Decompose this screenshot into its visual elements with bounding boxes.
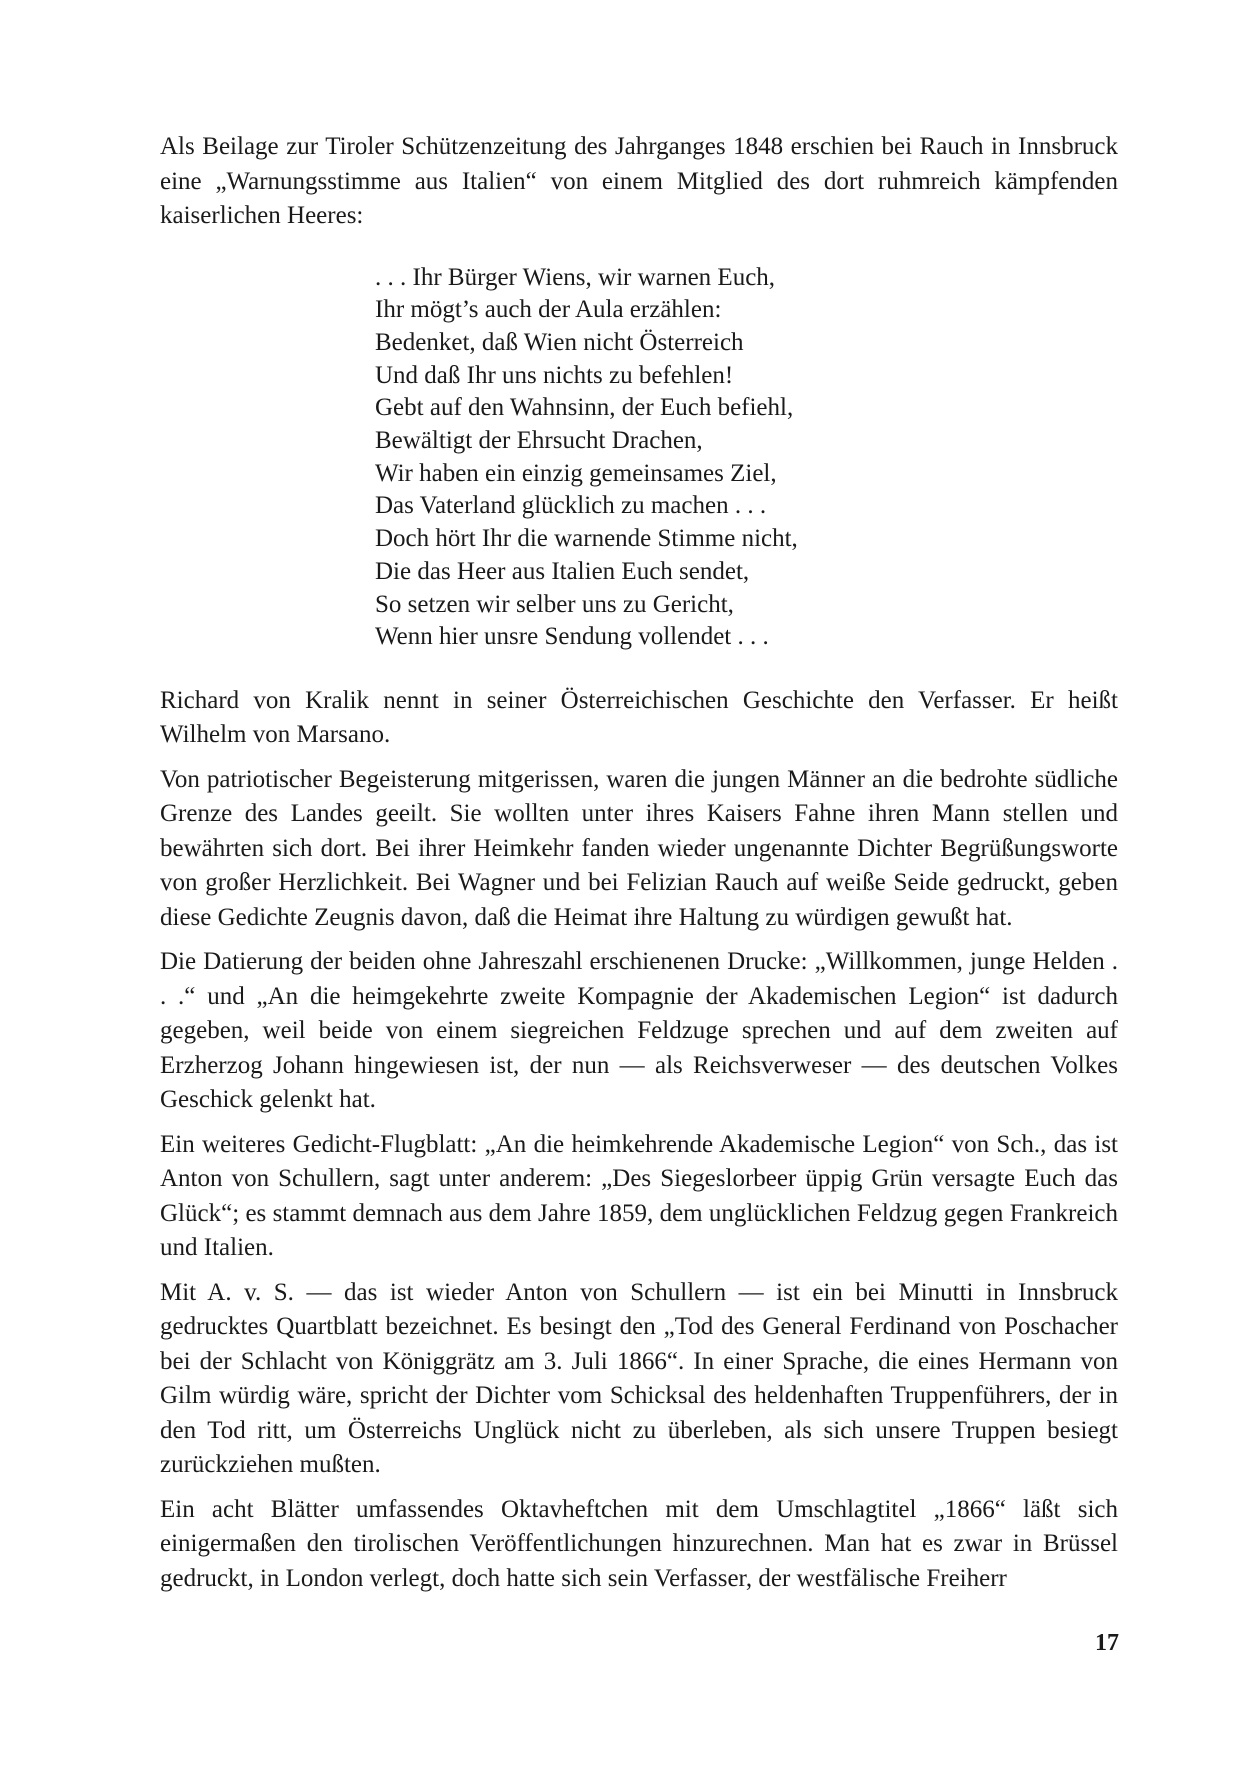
body-paragraph: Ein acht Blätter umfassendes Oktavheftchen mit dem Umschlagtitel „1866“ läßt sich einigermaßen den tirolischen Veröffentlichungen hinzurechnen. Man hat es zwar in Brüssel gedruckt, in London verlegt, doch hatte sich sein Verfasser, der westfälische Freiherr bbox=[160, 1495, 1118, 1592]
poem-line: Wir haben ein einzig gemeinsames Ziel, bbox=[375, 459, 777, 487]
poem-line: Gebt auf den Wahnsinn, der Euch befiehl, bbox=[375, 394, 794, 422]
poem bbox=[375, 262, 1118, 654]
poem-line: Die das Heer aus Italien Euch sendet, bbox=[375, 557, 750, 585]
poem-line: So setzen wir selber uns zu Gericht, bbox=[375, 590, 734, 618]
body-paragraph: Ein weiteres Gedicht-Flugblatt: „An die heimkehrende Akademische Legion“ von Sch., das ist Anton von Schullern, sagt unter anderem: „Des Siegeslorbeer üppig Grün versagte Euch das Glück“; es stammt demnach aus dem Jahre 1859, dem unglücklichen Feldzug gegen Frankreich und Italien. bbox=[160, 1130, 1118, 1262]
body-paragraph: Richard von Kralik nennt in seiner Österreichischen Geschichte den Verfasser. Er heißt Wilhelm von Marsano. bbox=[160, 686, 1118, 749]
page-number: 17 bbox=[1095, 1630, 1119, 1656]
body-paragraph: Von patriotischer Begeisterung mitgerissen, waren die jungen Männer an die bedrohte südliche Grenze des Landes geeilt. Sie wollten unter ihres Kaisers Fahne ihren Mann stellen und bewährten sich dort. Bei ihrer Heimkehr fanden wieder ungenannte Dichter Begrüßungsworte von großer Herzlichkeit. Bei Wagner und bei Felizian Rauch auf weiße Seide gedruckt, geben diese Gedichte Zeugnis davon, daß die Heimat ihre Haltung zu würdigen gewußt hat. bbox=[160, 765, 1118, 931]
poem-line: . . . Ihr Bürger Wiens, wir warnen Euch, bbox=[375, 263, 776, 291]
poem-line: Das Vaterland glücklich zu machen . . . bbox=[375, 492, 767, 520]
poem-line: Doch hört Ihr die warnende Stimme nicht, bbox=[375, 525, 798, 553]
poem-line: Und daß Ihr uns nichts zu befehlen! bbox=[375, 361, 734, 389]
poem-line: Bewältigt der Ehrsucht Drachen, bbox=[375, 427, 703, 455]
poem-line: Ihr mögt’s auch der Aula erzählen: bbox=[375, 296, 722, 324]
poem-line: Bedenket, daß Wien nicht Österreich bbox=[375, 328, 744, 356]
poem-line: Wenn hier unsre Sendung vollendet . . . bbox=[375, 623, 769, 651]
body-paragraph: Die Datierung der beiden ohne Jahreszahl erschienenen Drucke: „Willkommen, junge Helden . . .“ und „An die heimgekehrte zweite Kompagnie der Akademischen Legion“ ist dadurch gegeben, weil beide von einem siegreichen Feldzuge sprechen und auf dem zweiten auf Erzherzog Johann hingewiesen ist, der nun — als Reichsverweser — des deutschen Volkes Geschick gelenkt hat. bbox=[160, 948, 1118, 1114]
intro-paragraph: Als Beilage zur Tiroler Schützenzeitung des Jahrganges 1848 erschien bei Rauch in Innsbruck eine „Warnungsstimme aus Italien“ von einem Mitglied des dort ruhmreich kämpfenden kaiserlichen Heeres: bbox=[160, 133, 1118, 229]
body-paragraph: Mit A. v. S. — das ist wieder Anton von Schullern — ist ein bei Minutti in Innsbruck gedrucktes Quartblatt bezeichnet. Es besingt den „Tod des General Ferdinand von Poschacher bei der Schlacht von Königgrätz am 3. Juli 1866“. In einer Sprache, die eines Hermann von Gilm würdig wäre, spricht der Dichter vom Schicksal des heldenhaften Truppenführers, der in den Tod ritt, um Österreichs Unglück nicht zu überleben, als sich unsere Truppen besiegt zurückziehen mußten. bbox=[160, 1278, 1118, 1479]
page-body bbox=[160, 130, 1118, 1606]
